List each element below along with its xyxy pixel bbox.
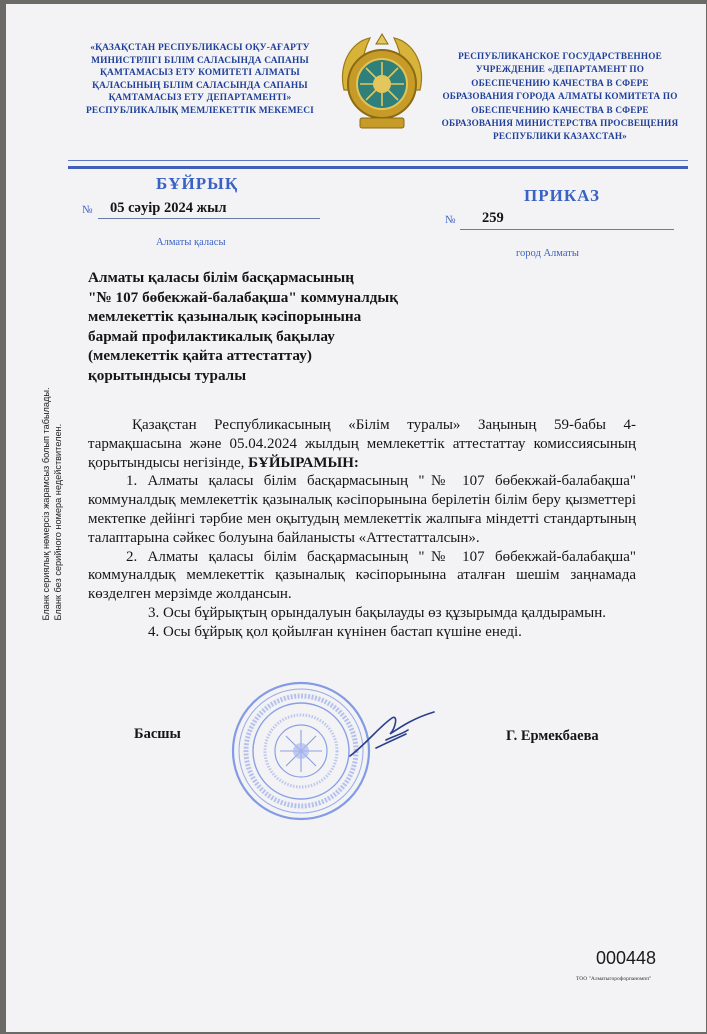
header-right-line: ОБРАЗОВАНИЯ МИНИСТЕРСТВА ПРОСВЕЩЕНИЯ — [441, 118, 679, 129]
subject-line: қорытындысы туралы — [88, 366, 247, 384]
subject-line: бармай профилактикалық бақылау — [88, 327, 335, 345]
header-left-line: «ҚАЗАҚСТАН РЕСПУБЛИКАСЫ ОҚУ-АҒАРТУ — [90, 43, 310, 53]
printer-imprint: ТОО "Алматыгорофорпаномпп" — [576, 976, 652, 982]
body-item-2: 2. Алматы қаласы білім басқармасының "№ 107 бөбекжай-балабақша" коммуналдық мемлекеттік қазыналық кәсіпорынына аталған шешім заңнамада көзделген мерзімде жолдансын. — [88, 548, 636, 603]
body-intro-text: Қазақстан Республикасының «Білім туралы» Заңының 59-бабы 4-тармақшасына және 05.04.2024 жылдың мемлекеттік аттестаттау комиссиясының қорытындысы негізінде, — [88, 417, 636, 471]
order-body — [88, 416, 636, 642]
header-left-kz — [72, 42, 328, 118]
number-underline — [460, 229, 674, 230]
subject-line: мемлекеттік қазыналық кәсіпорынына — [88, 308, 362, 325]
state-emblem-icon — [336, 32, 428, 132]
header-divider-thin — [68, 160, 688, 161]
body-intro-bold: БҰЙЫРАМЫН: — [248, 454, 359, 471]
header-right-line: ОБЕСПЕЧЕНИЮ КАЧЕСТВА В СФЕРЕ — [471, 104, 649, 115]
city-kz: Алматы қаласы — [156, 237, 226, 248]
subject-line: Алматы қаласы білім басқармасының — [88, 269, 355, 286]
header-divider-thick — [68, 166, 688, 169]
order-date: 05 сәуір 2024 жыл — [110, 200, 227, 216]
form-serial-number: 000448 — [596, 948, 657, 968]
number-sign-left: № — [82, 204, 93, 216]
header-right-line: ОБЕСПЕЧЕНИЮ КАЧЕСТВА В СФЕРЕ — [471, 77, 649, 88]
number-sign-right: № — [445, 214, 456, 226]
body-item-1: 1. Алматы қаласы білім басқармасының "№ 107 бөбекжай-балабақша" коммуналдық мемлекеттік қазыналық кәсіпорынына берілетін білім беру қызметтері мектепке дейінгі тәрбие мен оқытудың мемлекеттік жалпыға міндетті стандартының талаптарына сәйкес болуына байланысты «Аттестатталсын». — [88, 473, 636, 546]
header-right-line: УЧРЕЖДЕНИЕ «ДЕПАРТАМЕНТ ПО — [475, 64, 645, 75]
header-left-line: ҚАМТАМАСЫЗ ЕТУ ДЕПАРТАМЕНТІ» — [108, 93, 292, 104]
city-ru: город Алматы — [516, 248, 579, 259]
order-sheet — [6, 4, 706, 1032]
order-title-ru: ПРИКАЗ — [524, 186, 600, 205]
header-left-line: МИНИСТРЛІГІ БІЛІМ САЛАСЫНДА САПАНЫ — [91, 55, 309, 66]
body-item-4: 4. Осы бұйрық қол қойылған күнінен бастап күшіне енеді. — [148, 623, 522, 640]
header-left-line: ҚАЛАСЫНЫҢ БІЛІМ САЛАСЫНДА САПАНЫ — [92, 80, 308, 91]
header-right-ru — [430, 50, 690, 144]
date-underline — [98, 218, 320, 219]
signature-scribble — [346, 704, 438, 764]
subject-line: (мемлекеттік қайта аттестаттау) — [88, 347, 312, 364]
body-intro — [88, 416, 636, 472]
signatory-position: Басшы — [134, 726, 181, 742]
header-right-line: ОБРАЗОВАНИЯ ГОРОДА АЛМАТЫ КОМИТЕТА ПО — [442, 91, 678, 102]
order-subject — [88, 268, 468, 385]
side-note-kz: Бланк сериялық нөмерсіз жарамсыз болып табылады. — [41, 387, 51, 621]
order-title-kz: БҰЙРЫҚ — [156, 174, 239, 193]
signatory-name: Г. Ермекбаева — [506, 728, 599, 744]
subject-line: "№ 107 бөбекжай-балабақша" коммуналдық — [88, 288, 399, 306]
order-number: 259 — [482, 210, 504, 226]
body-item-3: 3. Осы бұйрықтың орындалуын бақылауды өз құзырымда қалдырамын. — [148, 604, 607, 621]
header-right-line: РЕСПУБЛИКАНСКОЕ ГОСУДАРСТВЕННОЕ — [458, 51, 662, 61]
side-note — [40, 387, 64, 620]
header-right-line: РЕСПУБЛИКИ КАЗАХСТАН» — [493, 131, 627, 142]
header-left-line: РЕСПУБЛИКАЛЫҚ МЕМЛЕКЕТТІК МЕКЕМЕСІ — [85, 105, 315, 116]
side-note-ru: Бланк без серийного номера недействителен. — [53, 423, 63, 621]
header-left-line: ҚАМТАМАСЫЗ ЕТУ КОМИТЕТІ АЛМАТЫ — [100, 68, 300, 79]
